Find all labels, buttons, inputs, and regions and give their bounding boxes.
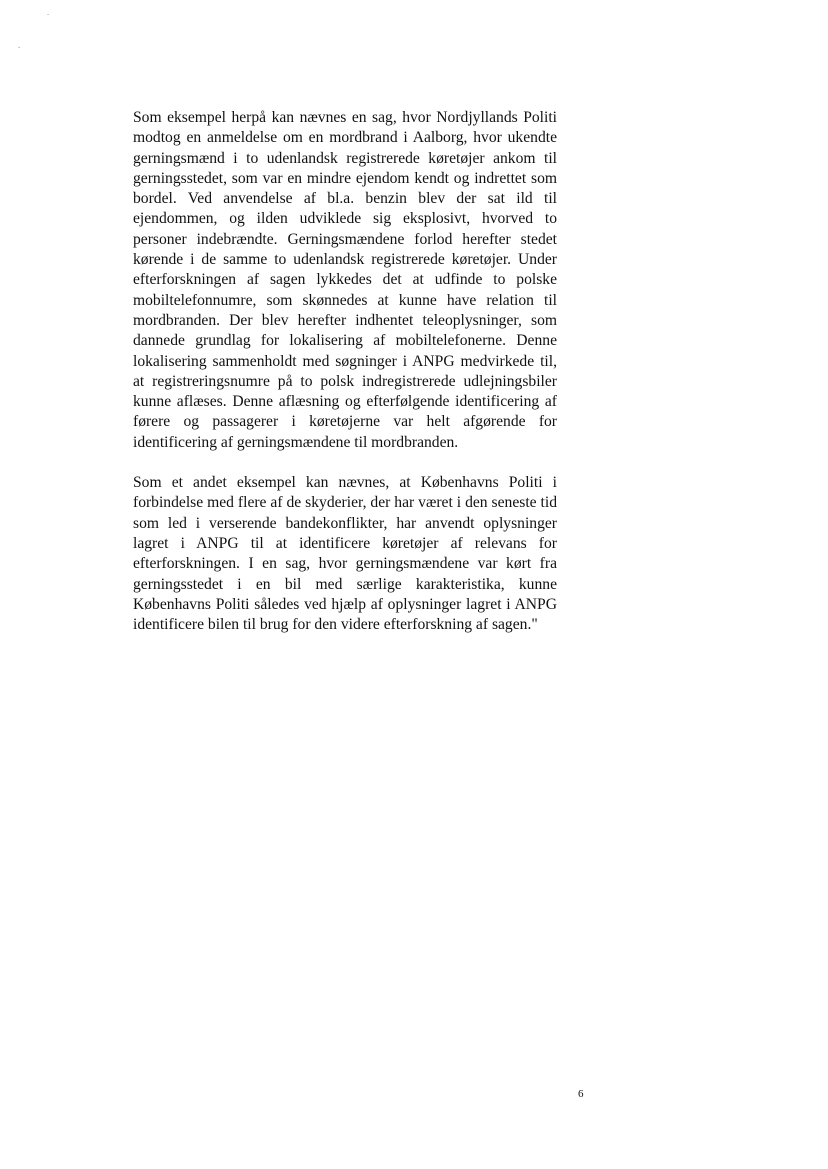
body-text [133,108,557,635]
page-number: 6 [578,1088,584,1100]
scan-artifact-mark: ˆ [47,13,50,21]
paragraph-mordbrand-example: Som eksempel herpå kan nævnes en sag, hvor Nordjyllands Politi modtog en anmeldelse om en mordbrand i Aalborg, hvor ukendte gerningsmænd i to udenlandsk registrerede køretøjer ankom til gerningsstedet, som var en mindre ejendom kendt og indrettet som bordel. Ved anvendelse af bl.a. benzin blev der sat ild til ejendommen, og ilden udviklede sig eksplosivt, hvorved to personer indebrændte. Gerningsmændene forlod herefter stedet kørende i de samme to udenlandsk registrerede køretøjer. Under efterforskningen af sagen lykkedes det at udfinde to polske mobiltelefonnumre, som skønnedes at kunne have relation til mordbranden. Der blev herefter indhentet teleoplysninger, som dannede grundlag for lokalisering af mobiltelefonerne. Denne lokalisering sammenholdt med søgninger i ANPG medvirkede til, at registreringsnumre på to polsk indregistrerede udlejningsbiler kunne aflæses. Denne aflæsning og efterfølgende identificering af førere og passagerer i køretøjerne var helt afgørende for identificering af gerningsmændene til mordbranden. [133,109,557,451]
paragraph-skyderier-example: Som et andet eksempel kan nævnes, at Københavns Politi i forbindelse med flere af de skyderier, der har været i den seneste tid som led i verserende bandekonflikter, har anvendt oplysninger lagret i ANPG til at identificere køretøjer af relevans for efterforskningen. I en sag, hvor gerningsmændene var kørt fra gerningsstedet i en bil med særlige karakteristika, kunne Københavns Politi således ved hjælp af oplysninger lagret i ANPG identificere bilen til brug for den videre efterforskning af sagen." [133,474,557,634]
scan-artifact-mark: ‸ [18,40,21,48]
